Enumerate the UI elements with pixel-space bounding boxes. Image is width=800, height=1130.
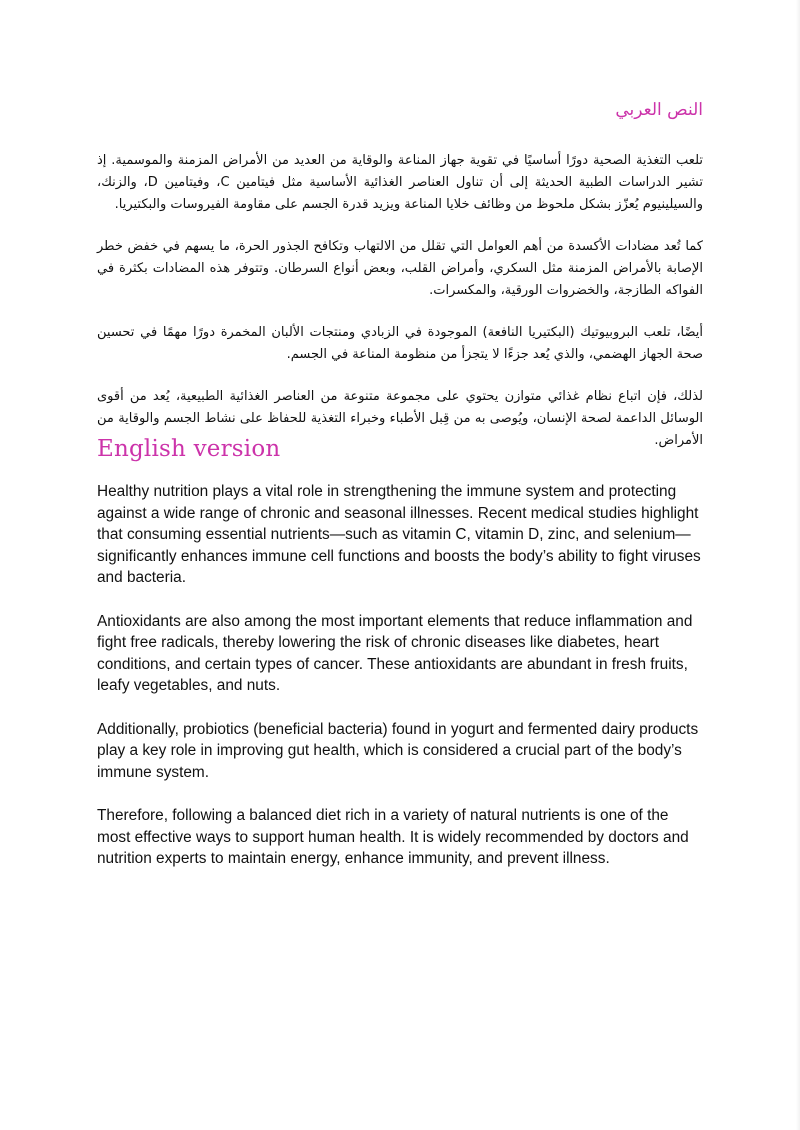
english-section-heading: English version	[97, 436, 281, 462]
arabic-paragraph-1: تلعب التغذية الصحية دورًا أساسيًا في تقوية جهاز المناعة والوقاية من العديد من الأمراض المزمنة والموسمية. إذ تشير الدراسات الطبية الحديثة إلى أن تناول العناصر الغذائية الأساسية مثل فيتامين C، وفيتامين D، والزنك، والسيلينيوم يُعزّز بشكل ملحوظ من وظائف خلايا المناعة ويزيد قدرة الجسم على مقاومة الفيروسات والبكتيريا.	[97, 153, 703, 212]
english-section	[97, 481, 705, 891]
page-edge-shadow	[796, 0, 800, 1130]
arabic-paragraph-2: كما تُعد مضادات الأكسدة من أهم العوامل التي تقلل من الالتهاب وتكافح الجذور الحرة، ما يسهم في خفض خطر الإصابة بالأمراض المزمنة مثل السكري، وأمراض القلب، وبعض أنواع السرطان. وتتوفر هذه المضادات بكثرة في الفواكه الطازجة، والخضروات الورقية، والمكسرات.	[97, 239, 703, 298]
english-paragraph-2: Antioxidants are also among the most important elements that reduce inflammation and fight free radicals, thereby lowering the risk of chronic diseases like diabetes, heart conditions, and certain types of cancer. These antioxidants are abundant in fresh fruits, leafy vegetables, and nuts.	[97, 612, 693, 695]
arabic-paragraph-3: أيضًا، تلعب البروبيوتيك (البكتيريا النافعة) الموجودة في الزبادي ومنتجات الألبان المخمرة دورًا مهمًا في تحسين صحة الجهاز الهضمي، والذي يُعد جزءًا لا يتجزأ من منظومة المناعة في الجسم.	[97, 325, 703, 362]
arabic-section-heading: النص العربي	[615, 100, 703, 120]
english-paragraph-3: Additionally, probiotics (beneficial bacteria) found in yogurt and fermented dairy products play a key role in improving gut health, which is considered a crucial part of the body’s immune system.	[97, 720, 699, 781]
arabic-section	[97, 100, 703, 472]
arabic-paragraph-4: لذلك، فإن اتباع نظام غذائي متوازن يحتوي على مجموعة متنوعة من العناصر الغذائية الطبيعية، يُعد من أقوى الوسائل الداعمة لصحة الإنسان، ويُوصى به من قِبل الأطباء وخبراء التغذية للحفاظ على نشاط الجسم والوقاية من الأمراض.	[97, 389, 703, 448]
english-paragraph-4: Therefore, following a balanced diet rich in a variety of natural nutrients is one of the most effective ways to support human health. It is widely recommended by doctors and nutrition experts to maintain energy, enhance immunity, and prevent illness.	[97, 806, 689, 868]
english-paragraph-1: Healthy nutrition plays a vital role in strengthening the immune system and protecting against a wide range of chronic and seasonal illnesses. Recent medical studies highlight that consuming essential nutrients—such as vitamin C, vitamin D, zinc, and selenium—significantly enhances immune cell functions and boosts the body’s ability to fight viruses and bacteria.	[97, 483, 701, 587]
